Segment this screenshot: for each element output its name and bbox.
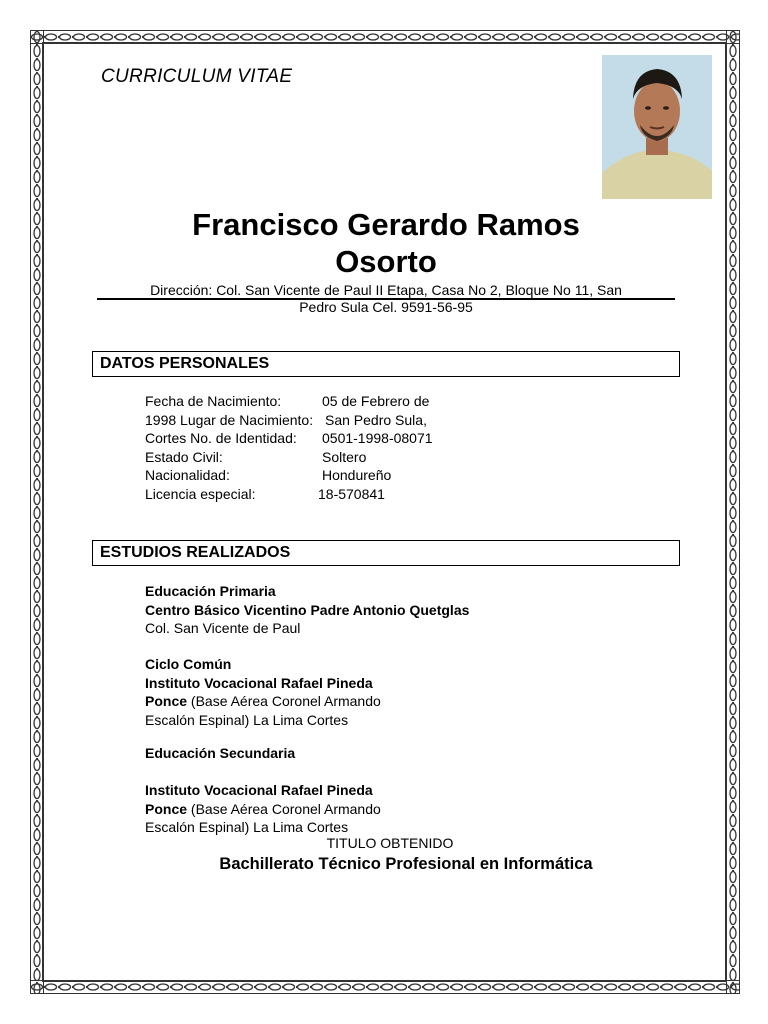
personal-row	[145, 392, 430, 411]
row-value: 05 de Febrero de	[322, 393, 430, 409]
row-value: San Pedro Sula,	[325, 411, 427, 428]
row-label: Fecha de Nacimiento:	[145, 393, 282, 409]
candidate-name-line2: Osorto	[335, 244, 437, 279]
secondary-school-line2	[145, 800, 381, 819]
profile-photo	[602, 55, 712, 199]
secondary-place2: Escalón Espinal) La Lima Cortes	[145, 819, 349, 835]
address-line1: Dirección: Col. San Vicente de Paul II Etapa, Casa No 2, Bloque No 11, San	[150, 282, 622, 298]
ciclo-place2: Escalón Espinal) La Lima Cortes	[145, 711, 349, 728]
primary-title: Educación Primaria	[145, 583, 276, 599]
primary-place: Col. San Vicente de Paul	[145, 620, 301, 636]
secondary-school-b: Ponce	[145, 800, 188, 817]
education-ciclo	[145, 655, 381, 729]
ciclo-place1: (Base Aérea Coronel Armando	[187, 693, 381, 709]
spacer	[145, 763, 381, 782]
ciclo-title: Ciclo Común	[145, 656, 232, 672]
ciclo-school-line2	[145, 692, 381, 711]
primary-school: Centro Básico Vicentino Padre Antonio Quetglas	[145, 601, 470, 618]
candidate-name-line1: Francisco Gerardo Ramos	[192, 207, 580, 242]
education-secondary	[145, 744, 381, 837]
row-label: 1998 Lugar de Nacimiento:	[145, 411, 314, 428]
row-label: Estado Civil:	[145, 448, 223, 465]
personal-row	[145, 466, 392, 485]
section-personal-heading: DATOS PERSONALES	[92, 351, 680, 377]
row-label: Licencia especial:	[145, 485, 256, 502]
degree-label: TITULO OBTENIDO	[326, 835, 454, 851]
education-primary	[145, 582, 469, 638]
ciclo-school-b: Ponce	[145, 693, 188, 709]
address-line2: Pedro Sula Cel. 9591-56-95	[299, 299, 473, 315]
secondary-title: Educación Secundaria	[145, 745, 296, 761]
section-education-heading: ESTUDIOS REALIZADOS	[92, 540, 680, 566]
secondary-place1: (Base Aérea Coronel Armando	[187, 800, 381, 817]
personal-row	[145, 448, 367, 467]
row-value: 0501-1998-08071	[322, 430, 433, 446]
row-value: 18-570841	[318, 485, 385, 502]
candidate-name	[100, 206, 672, 280]
personal-row	[145, 411, 427, 430]
ciclo-school: Instituto Vocacional Rafael Pineda	[145, 674, 373, 691]
border-chain-bottom	[30, 980, 740, 994]
personal-data	[145, 392, 433, 503]
cv-title: CURRICULUM VITAE	[101, 66, 293, 87]
row-value: Soltero	[322, 448, 367, 465]
row-value: Hondureño	[322, 467, 392, 483]
degree-title: Bachillerato Técnico Profesional en Informática	[219, 855, 593, 873]
row-label: Cortes No. de Identidad:	[145, 430, 297, 446]
address-divider	[97, 298, 675, 300]
personal-row	[145, 485, 385, 504]
row-label: Nacionalidad:	[145, 467, 230, 483]
border-chain-right	[726, 30, 740, 994]
personal-row	[145, 429, 433, 448]
secondary-school: Instituto Vocacional Rafael Pineda	[145, 782, 373, 798]
